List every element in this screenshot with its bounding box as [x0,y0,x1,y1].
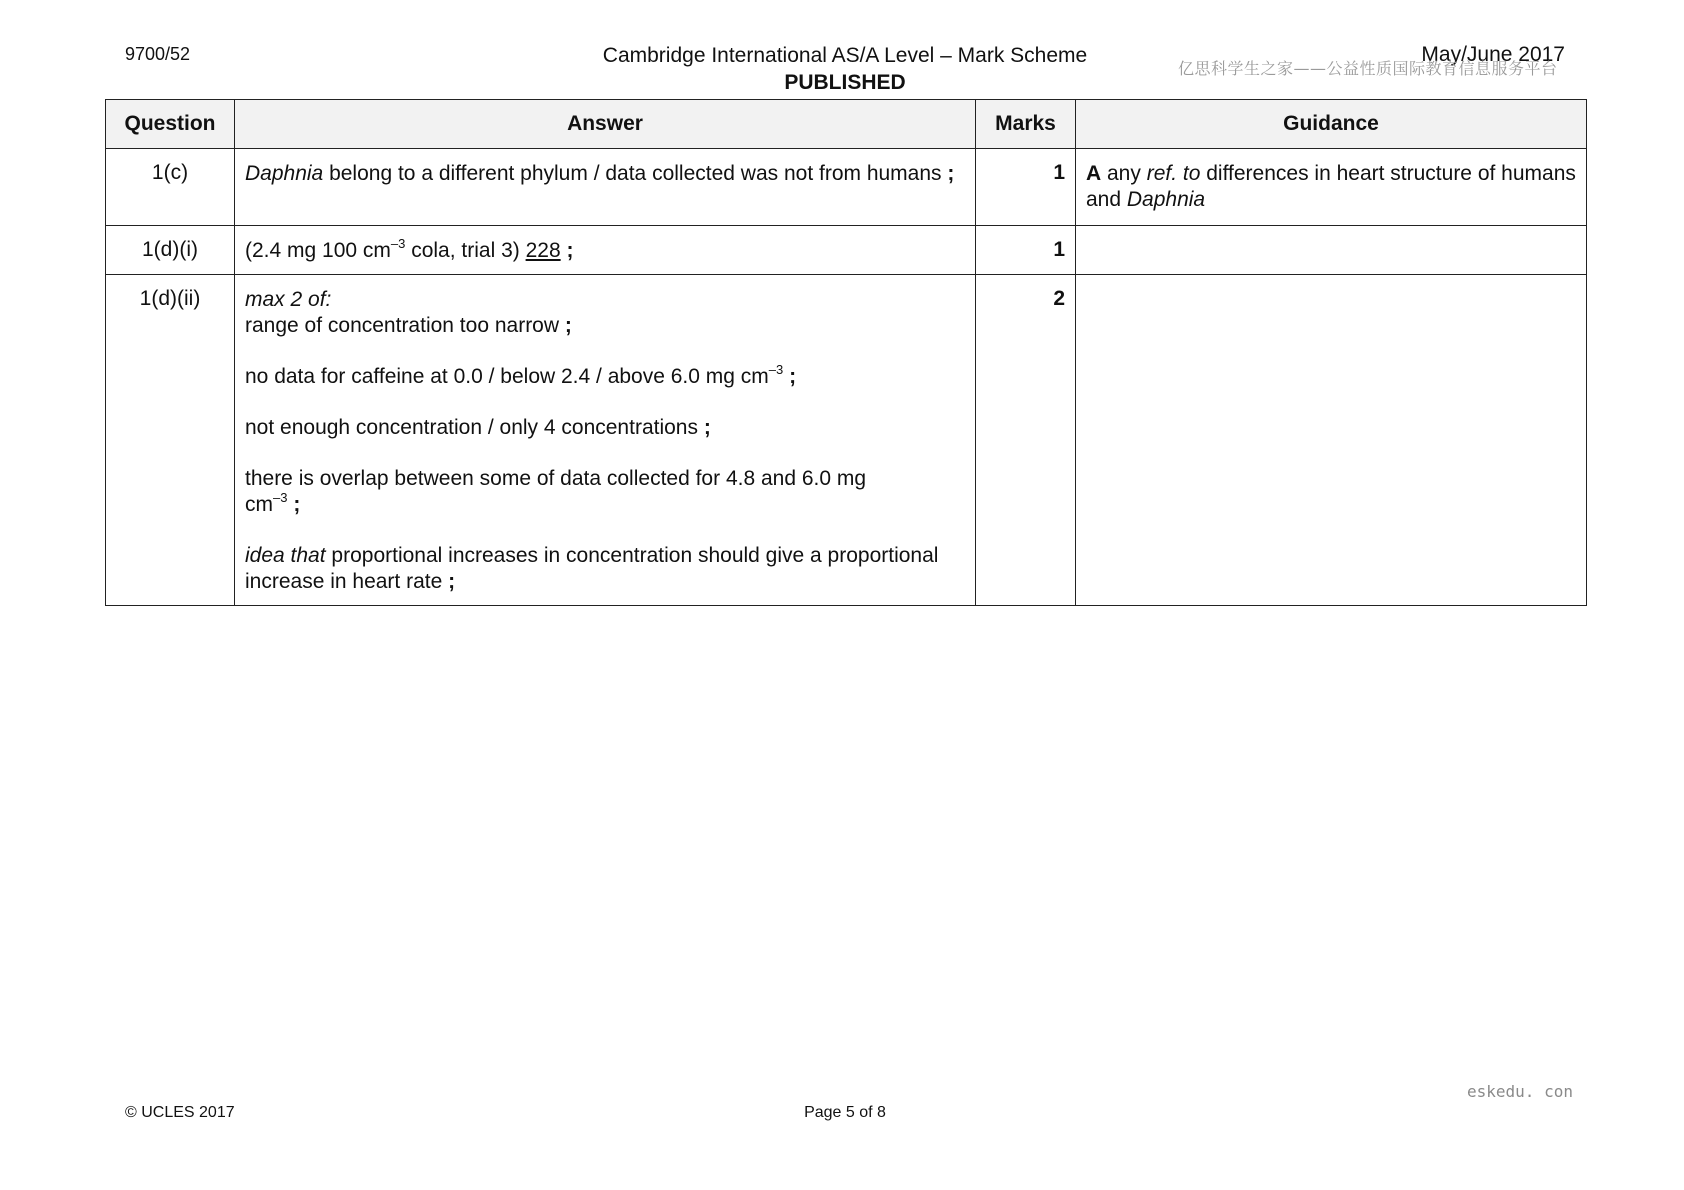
marks-cell: 2 [976,275,1076,606]
answer-text: cm [245,493,273,516]
guidance-text: any [1101,162,1147,185]
mark-point [245,466,965,518]
header-marks: Marks [976,100,1076,149]
answer-text: cola, trial 3) [405,239,526,262]
table-row [106,275,1587,606]
mark-point-separator: ; [560,239,574,262]
header-guidance: Guidance [1076,100,1587,149]
watermark-site: eskedu. con [1467,1082,1573,1101]
guidance-accept: A [1086,162,1102,185]
document-title-text: Cambridge International AS/A Level – Mark Scheme [602,44,1088,67]
answer-text: proportional increases in concentration should give a proportional increase in heart rate [245,544,939,593]
answer-text: no data for caffeine at 0.0 / below 2.4 / above 6.0 mg cm [245,365,769,388]
answer-intro-text: max 2 of: [245,288,332,311]
answer-text: belong to a different phylum / data collected was not from humans [323,162,948,185]
guidance-text: differences in heart structure of humans and [1086,162,1576,211]
mark-point-separator: ; [947,162,955,185]
marks-cell: 1 [976,149,1076,226]
table-row [106,226,1587,275]
superscript: –3 [273,490,288,505]
mark-point-separator: ; [703,416,711,439]
question-number: 1(d)(i) [106,226,235,275]
answer-text: not enough concentration / only 4 concentrations [245,416,704,439]
guidance-cell [1076,149,1587,226]
superscript: –3 [768,362,784,377]
copyright: © UCLES 2017 [125,1104,235,1121]
answer-cell [235,226,976,275]
marks-cell: 1 [976,226,1076,275]
table-header-row [106,100,1587,149]
answer-italic: Daphnia [245,162,324,185]
published-label: PUBLISHED [784,71,906,94]
exam-session: May/June 2017 [1421,43,1565,66]
guidance-italic: ref. to [1146,162,1201,185]
mark-point [245,543,965,595]
guidance-italic: Daphnia [1126,188,1206,211]
table-row [106,149,1587,226]
mark-point [245,364,965,390]
answer-intro [245,287,965,313]
mark-point [245,415,965,441]
page-number: Page 5 of 8 [804,1104,886,1121]
answer-text: there is overlap between some of data collected for 4.8 and 6.0 mg [245,467,867,490]
answer-cell [235,275,976,606]
question-number: 1(c) [106,149,235,226]
answer-text: (2.4 mg 100 cm [245,239,391,262]
watermark-chinese: 亿思科学生之家——公益性质国际教育信息服务平台 [1178,59,1558,78]
header-answer: Answer [235,100,976,149]
paper-code: 9700/52 [125,44,191,64]
question-number: 1(d)(ii) [106,275,235,606]
mark-point-separator: ; [293,493,301,516]
answer-italic: idea that [245,544,326,567]
guidance-cell [1076,275,1587,606]
mark-point-separator: ; [789,365,797,388]
superscript: –3 [390,236,406,251]
header-question: Question [106,100,235,149]
answer-value: 228 [525,239,561,262]
mark-point [245,313,965,339]
guidance-cell [1076,226,1587,275]
mark-point-separator: ; [448,570,456,593]
mark-point-separator: ; [564,314,572,337]
answer-cell [235,149,976,226]
answer-text: range of concentration too narrow [245,314,565,337]
mark-scheme-table [105,99,1587,606]
